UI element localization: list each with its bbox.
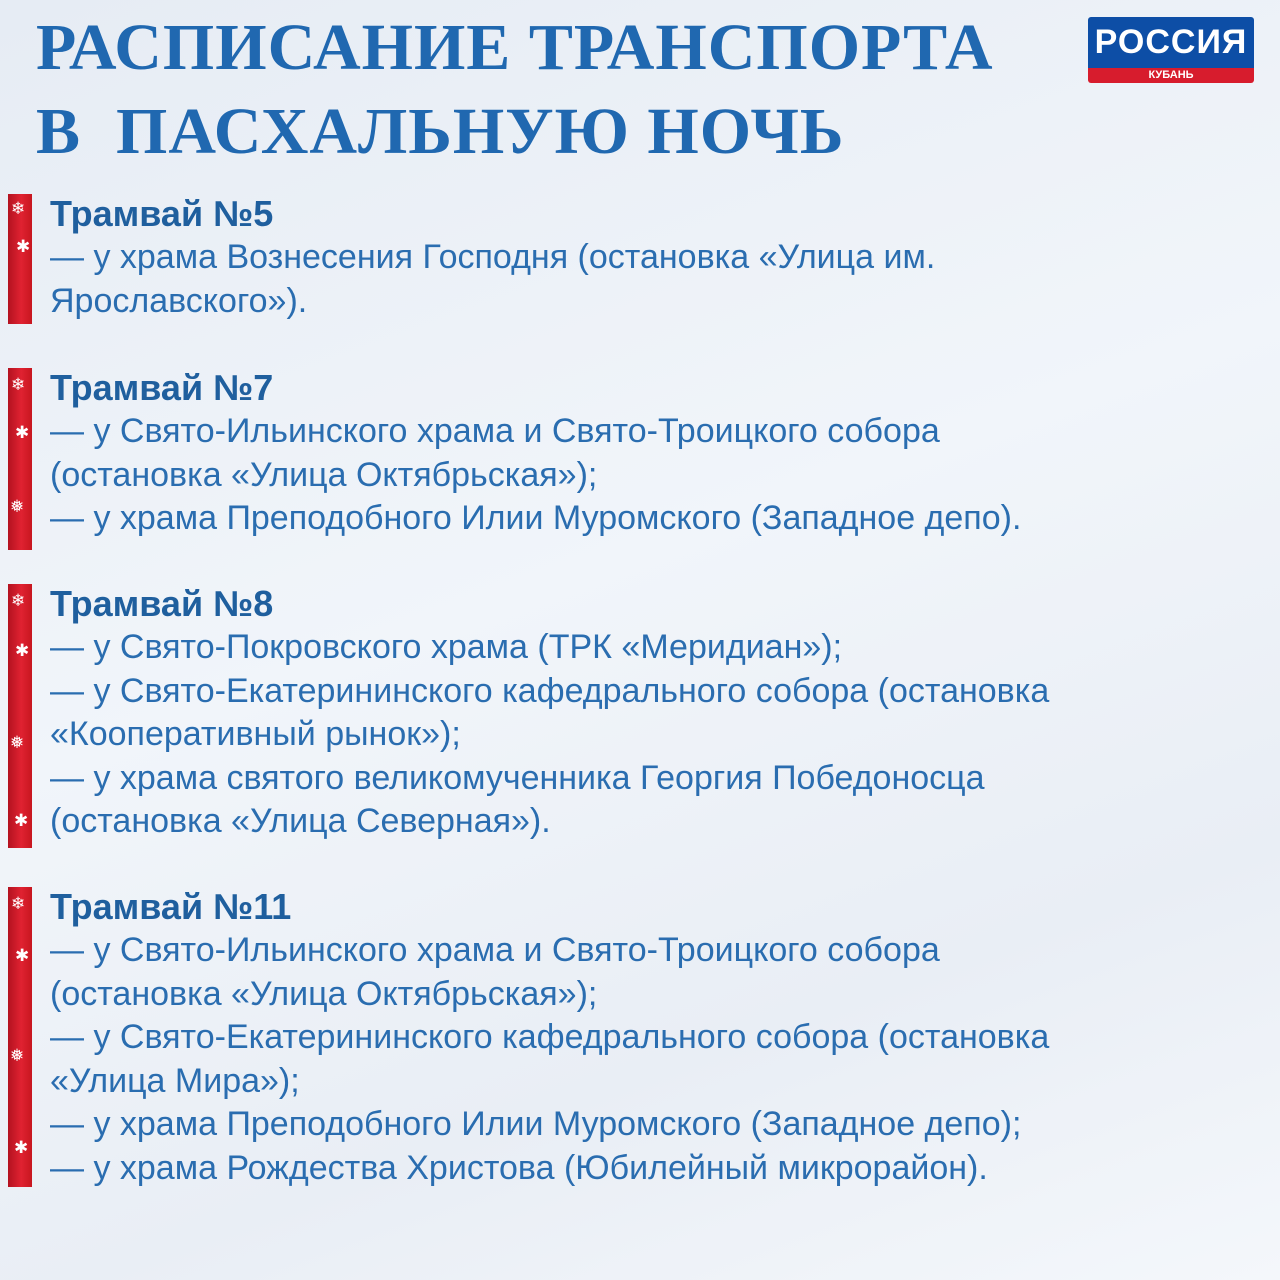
stop-line: — у храма Вознесения Господня (остановка «Улица им. <box>50 238 936 276</box>
stop-line: — у Свято-Ильинского храма и Свято-Троицкого собора <box>50 931 940 969</box>
stop-line: (остановка «Улица Октябрьская»); <box>50 455 598 494</box>
stop-line: «Улица Мира»); <box>50 1061 300 1100</box>
section-heading: Трамвай №5 <box>50 193 274 234</box>
snowflake-icon: ❄ <box>11 199 26 218</box>
section-heading: Трамвай №11 <box>50 886 292 927</box>
snowflake-icon: ✱ <box>15 423 30 442</box>
red-accent-bar <box>8 584 32 848</box>
stop-line: — у храма Рождества Христова (Юбилейный микрорайон). <box>50 1148 988 1187</box>
logo-region: КУБАНЬ <box>1088 68 1254 83</box>
snowflake-icon: ❄ <box>11 375 26 394</box>
logo-name: РОССИЯ <box>1088 17 1254 68</box>
snowflake-icon: ❅ <box>10 497 25 516</box>
page-title <box>36 6 994 174</box>
schedule-section-tram-5 <box>0 192 1280 324</box>
page-title-line-1: РАСПИСАНИЕ ТРАНСПОРТА <box>36 11 994 84</box>
page-title-line-2: В ПАСХАЛЬНУЮ НОЧЬ <box>36 95 845 168</box>
stop-line: — у Свято-Екатерининского кафедрального собора (остановка <box>50 1018 1050 1056</box>
stop-line: — у храма святого великомученника Георгия Победоносца <box>50 758 985 797</box>
snowflake-icon: ✱ <box>14 811 29 830</box>
stop-line: (остановка «Улица Октябрьская»); <box>50 974 598 1013</box>
section-lines <box>50 929 1049 1190</box>
stop-line: — у Свято-Покровского храма (ТРК «Меридиан»); <box>50 628 843 666</box>
schedule-section-tram-11 <box>0 885 1280 1187</box>
snowflake-icon: ✱ <box>16 237 31 256</box>
snowflake-icon: ✱ <box>15 946 30 965</box>
section-lines <box>50 626 1049 844</box>
snowflake-icon: ✱ <box>15 641 30 660</box>
stop-line: — у Свято-Екатерининского кафедрального собора (остановка <box>50 671 1050 710</box>
red-accent-bar <box>8 368 32 550</box>
stop-line: Ярославского»). <box>50 281 308 320</box>
snowflake-icon: ✱ <box>14 1138 29 1157</box>
red-accent-bar <box>8 194 32 324</box>
section-heading: Трамвай №8 <box>50 583 274 624</box>
section-lines <box>50 236 935 323</box>
schedule-section-tram-8 <box>0 582 1280 848</box>
section-heading: Трамвай №7 <box>50 367 274 408</box>
section-lines <box>50 410 1021 541</box>
snowflake-icon: ❅ <box>10 1046 25 1065</box>
stop-line: — у храма Преподобного Илии Муромского (Западное депо). <box>50 499 1022 537</box>
stop-line: — у Свято-Ильинского храма и Свято-Троицкого собора <box>50 412 940 450</box>
stop-line: (остановка «Улица Северная»). <box>50 802 551 840</box>
schedule-section-tram-7 <box>0 366 1280 550</box>
rossiya-kuban-logo <box>1088 17 1254 83</box>
red-accent-bar <box>8 887 32 1187</box>
snowflake-icon: ❄ <box>11 591 26 610</box>
snowflake-icon: ❅ <box>10 733 25 752</box>
stop-line: — у храма Преподобного Илии Муромского (Западное депо); <box>50 1105 1022 1143</box>
snowflake-icon: ❄ <box>11 894 26 913</box>
stop-line: «Кооперативный рынок»); <box>50 715 461 753</box>
